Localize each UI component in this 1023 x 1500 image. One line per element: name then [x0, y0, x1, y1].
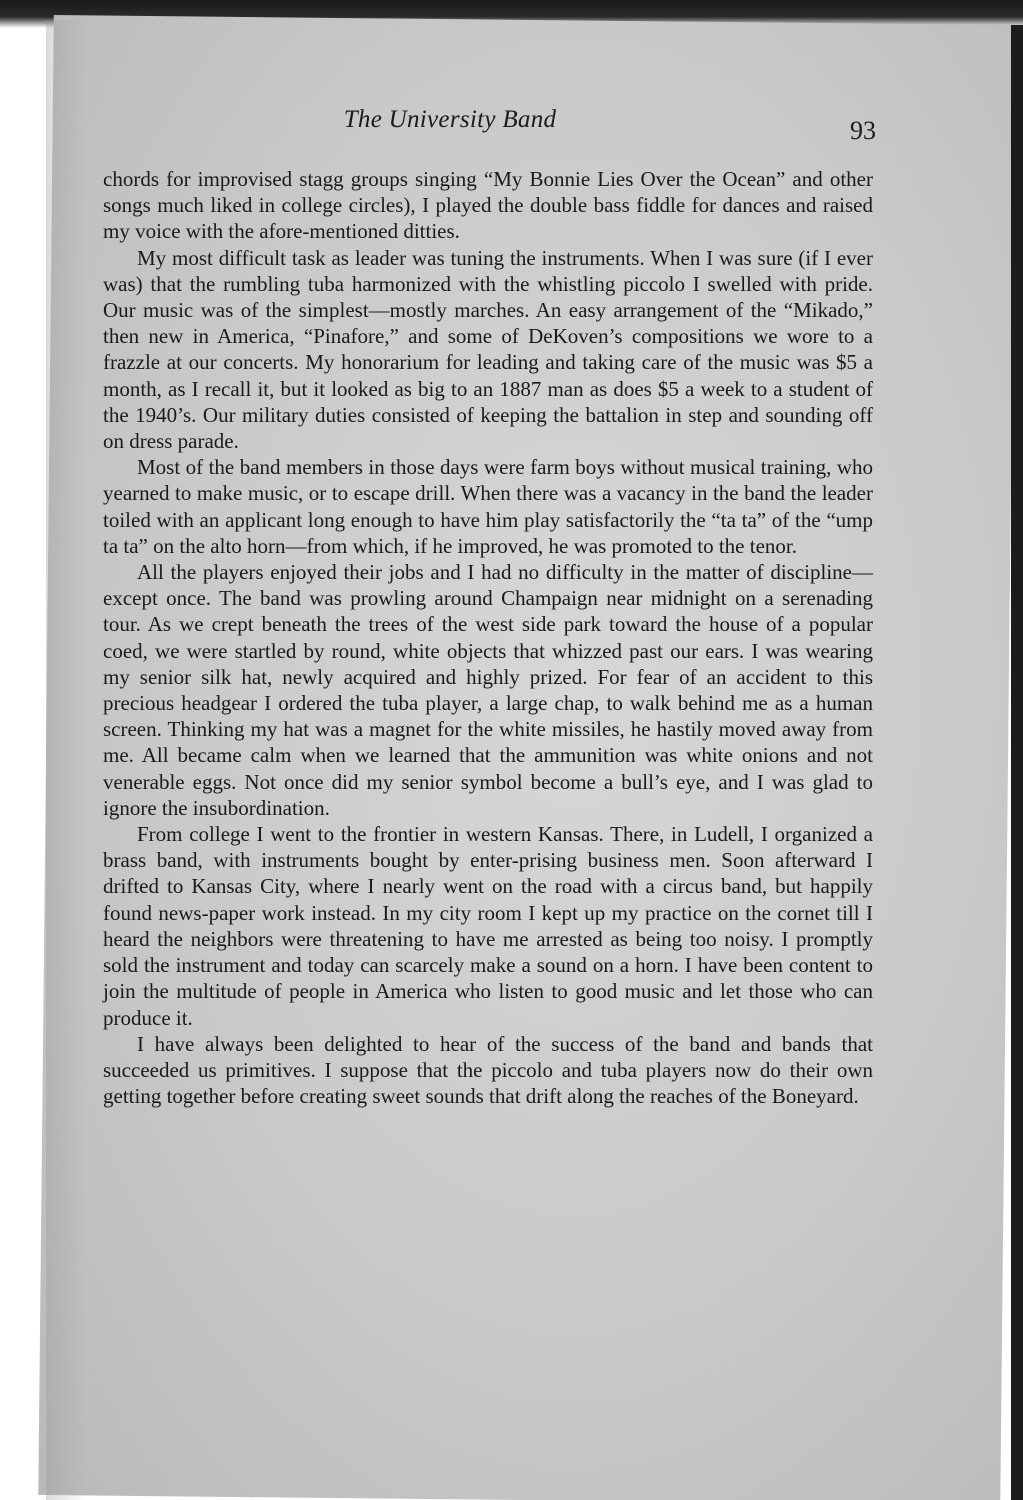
paragraph: All the players enjoyed their jobs and I had no difficulty in the matter of discipline—except once. The band was prowling around Champaign near midnight on a serenading tour. As we crept beneath the trees of the west side park toward the house of a popular coed, we were startled by round, white objects that whizzed past our ears. I was wearing my senior silk hat, newly acquired and highly prized. For fear of an accident to this precious headgear I ordered the tuba player, a large chap, to walk behind me as a human screen. Thinking my hat was a magnet for the white missiles, he hastily moved away from me. All became calm when we learned that the ammunition was white onions and not venerable eggs. Not once did my senior symbol become a bull’s eye, and I was glad to ignore the insubordination. [103, 560, 873, 820]
page-shadow [46, 20, 86, 1500]
paragraph: Most of the band members in those days were farm boys without musical training, who yearned to make music, or to escape drill. When there was a vacancy in the band the leader toiled with an applicant long enough to have him play satisfactorily the “ta ta” of the “ump ta ta” on the alto horn—from which, if he improved, he was promoted to the tenor. [103, 455, 873, 558]
paragraph-continued: chords for improvised stagg groups singing “My Bonnie Lies Over the Ocean” and other songs much liked in college circles), I played the double bass fiddle for dances and raised my voice with the afore-mentioned ditties. [103, 167, 873, 244]
paragraph: I have always been delighted to hear of the success of the band and bands that succeeded us primitives. I suppose that the piccolo and tuba players now do their own getting together before creating sweet sounds that drift along the reaches of the Boneyard. [103, 1031, 873, 1109]
page-number: 93 [850, 116, 876, 145]
dark-background-edge-right [1011, 25, 1023, 1500]
running-head-title: The University Band [343, 106, 557, 133]
paragraph: From college I went to the frontier in western Kansas. There, in Ludell, I organized a brass band, with instruments bought by enter-prising business men. Soon afterward I drifted to Kansas City, where I nearly went on the road with a circus band, but happily found news-paper work instead. In my city room I kept up my practice on the cornet till I heard the neighbors were threatening to have me arrested as being too noisy. I promptly sold the instrument and today can scarcely make a sound on a horn. I have been content to join the multitude of people in America who listen to good music and let those who can produce it. [103, 822, 873, 1030]
running-head [100, 100, 880, 150]
paragraph: My most difficult task as leader was tuning the instruments. When I was sure (if I ever was) that the rumbling tuba harmonized with the whistling piccolo I swelled with pride. Our music was of the simplest—mostly marches. An easy arrangement of the “Mikado,” then new in America, “Pinafore,” and some of DeKoven’s compositions we wore to a frazzle at our concerts. My honorarium for leading and taking care of the music was $5 a month, as I recall it, but it looked as big to an 1887 man as does $5 a week to a student of the 1940’s. Our military duties consisted of keeping the battalion in step and sounding off on dress parade. [103, 245, 873, 454]
body-text [103, 166, 873, 1109]
